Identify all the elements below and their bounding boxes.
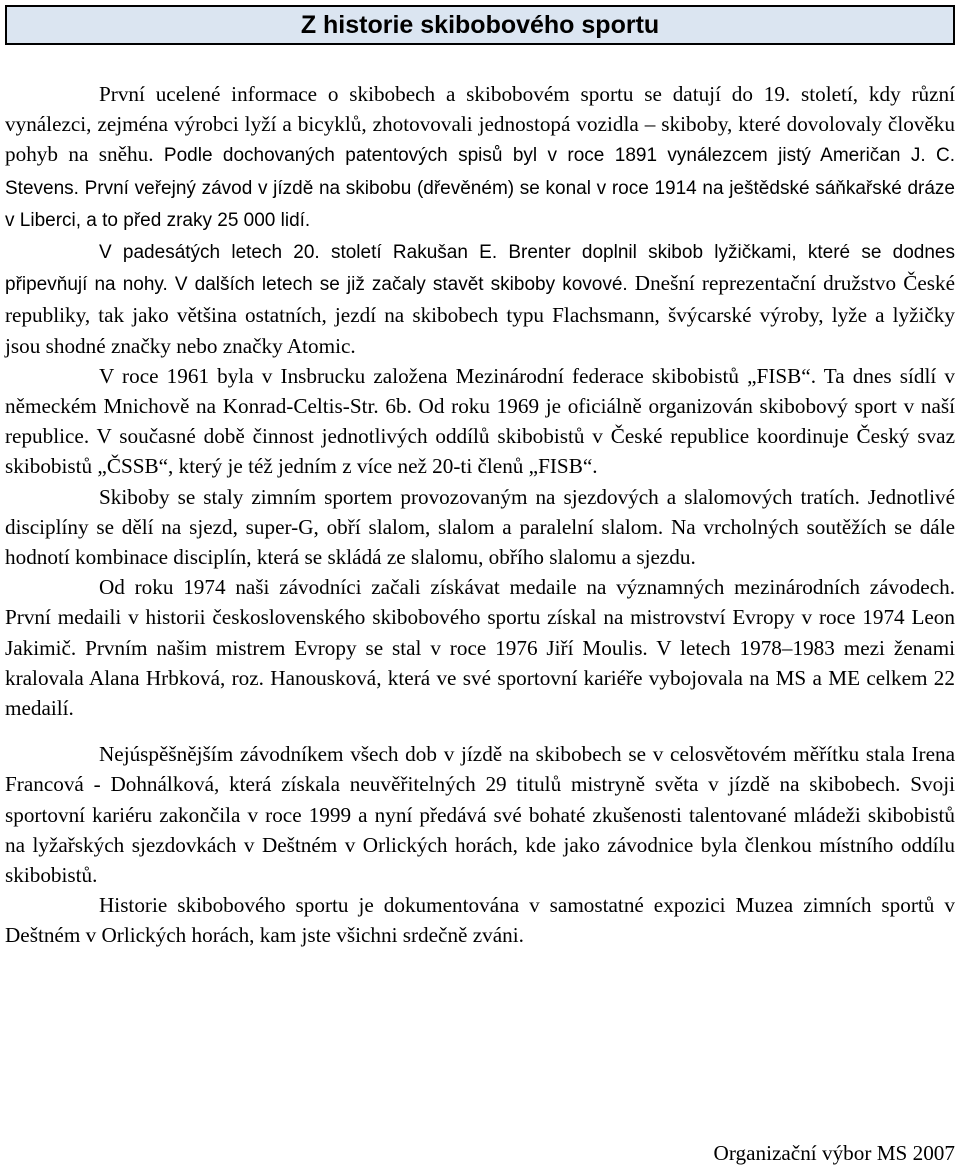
- paragraph-2-segment-1: V padesátých letech 20. století Rakušan E. Brenter doplnil skibob lyžičkami, které se dodnes připevňují na nohy. V dalších letech se již začaly stavět skiboby kovové.: [5, 242, 955, 296]
- paragraph-3: [5, 361, 955, 482]
- paragraph-7-segment-1: Historie skibobového sportu je dokumentována v samostatné expozici Muzea zimních sportů v Deštném v Orlických horách, kam jste všichni srdečně zváni.: [5, 893, 955, 948]
- paragraph-3-segment-1: V roce 1961 byla v Insbrucku založena Mezinárodní federace skibobistů „FISB“. Ta dnes sídlí v německém Mnichově na Konrad-Celtis-Str. 6b. Od roku 1969 je oficiálně organizován skibobový sport v naší republice. V současné době činnost jednotlivých oddílů skibobistů v České republice koordinuje Český svaz skibobistů „ČSSB“, který je též jedním z více než 20-ti členů „FISB“.: [5, 363, 955, 479]
- paragraph-1-segment-2: Podle dochovaných patentových spisů byl v roce 1891 vynálezcem jistý Američan J. C. Stevens. První veřejný závod v jízdě na skibobu (dřevěném) se konal v roce 1914 na ještědské sáňkařské dráze v Liberci, a to před zraky 25 000 lidí.: [5, 145, 955, 231]
- paragraph-2: [5, 236, 955, 361]
- paragraph-2-segment-2: Dnešní reprezentační družstvo České republiky, tak jako většina ostatních, jezdí na skibobech typu Flachsmann, švýcarské výroby, lyže a lyžičky jsou shodné značky nebo značky Atomic.: [5, 271, 955, 358]
- article-body: [5, 79, 955, 951]
- paragraph-4-segment-1: Skiboby se staly zimním sportem provozovaným na sjezdových a slalomových tratích. Jednotlivé disciplíny se dělí na sjezd, super-G, obří slalom, slalom a paralelní slalom. Na vrcholných soutěžích se dále hodnotí kombinace disciplín, která se skládá ze slalomu, obřího slalomu a sjezdu.: [5, 484, 955, 570]
- paragraph-5: [5, 572, 955, 723]
- paragraph-1-segment-1: První ucelené informace o skibobech a skibobovém sportu se datují do 19. století, kdy různí vynálezci, zejména výrobci lyží a bicyklů, zhotovovali jednostopá vozidla – skiboby, které dovolovaly člověku pohyb na sněhu.: [5, 82, 955, 167]
- title-banner: [5, 5, 955, 45]
- paragraph-4: [5, 482, 955, 573]
- paragraph-6-segment-1: Nejúspěšnějším závodníkem všech dob v jízdě na skibobech se v celosvětovém měřítku stala Irena Francová - Dohnálková, která získala neuvěřitelných 29 titulů mistryně světa v jízdě na skibobech. Svoji sportovní kariéru zakončila v roce 1999 a nyní předává své bohaté zkušenosti talentované mládeži skibobistů na lyžařských sjezdovkách v Deštném v Orlických horách, kde jako závodnice byla členkou místního oddílu skibobistů.: [5, 742, 955, 888]
- signature: Organizační výbor MS 2007: [713, 1141, 955, 1165]
- page-title: Z historie skibobového sportu: [300, 11, 660, 39]
- paragraph-6: [5, 739, 955, 890]
- paragraph-5-segment-1: Od roku 1974 naši závodníci začali získávat medaile na významných mezinárodních závodech. První medaili v historii československého skibobového sportu získal na mistrovství Evropy v roce 1974 Leon Jakimič. Prvním našim mistrem Evropy se stal v roce 1976 Jiří Moulis. V letech 1978–1983 mezi ženami kralovala Alana Hrbková, roz. Hanousková, která ve své sportovní kariéře vybojovala na MS a ME celkem 22 medailí.: [5, 575, 955, 721]
- paragraph-1: [5, 79, 955, 236]
- paragraph-7: [5, 890, 955, 950]
